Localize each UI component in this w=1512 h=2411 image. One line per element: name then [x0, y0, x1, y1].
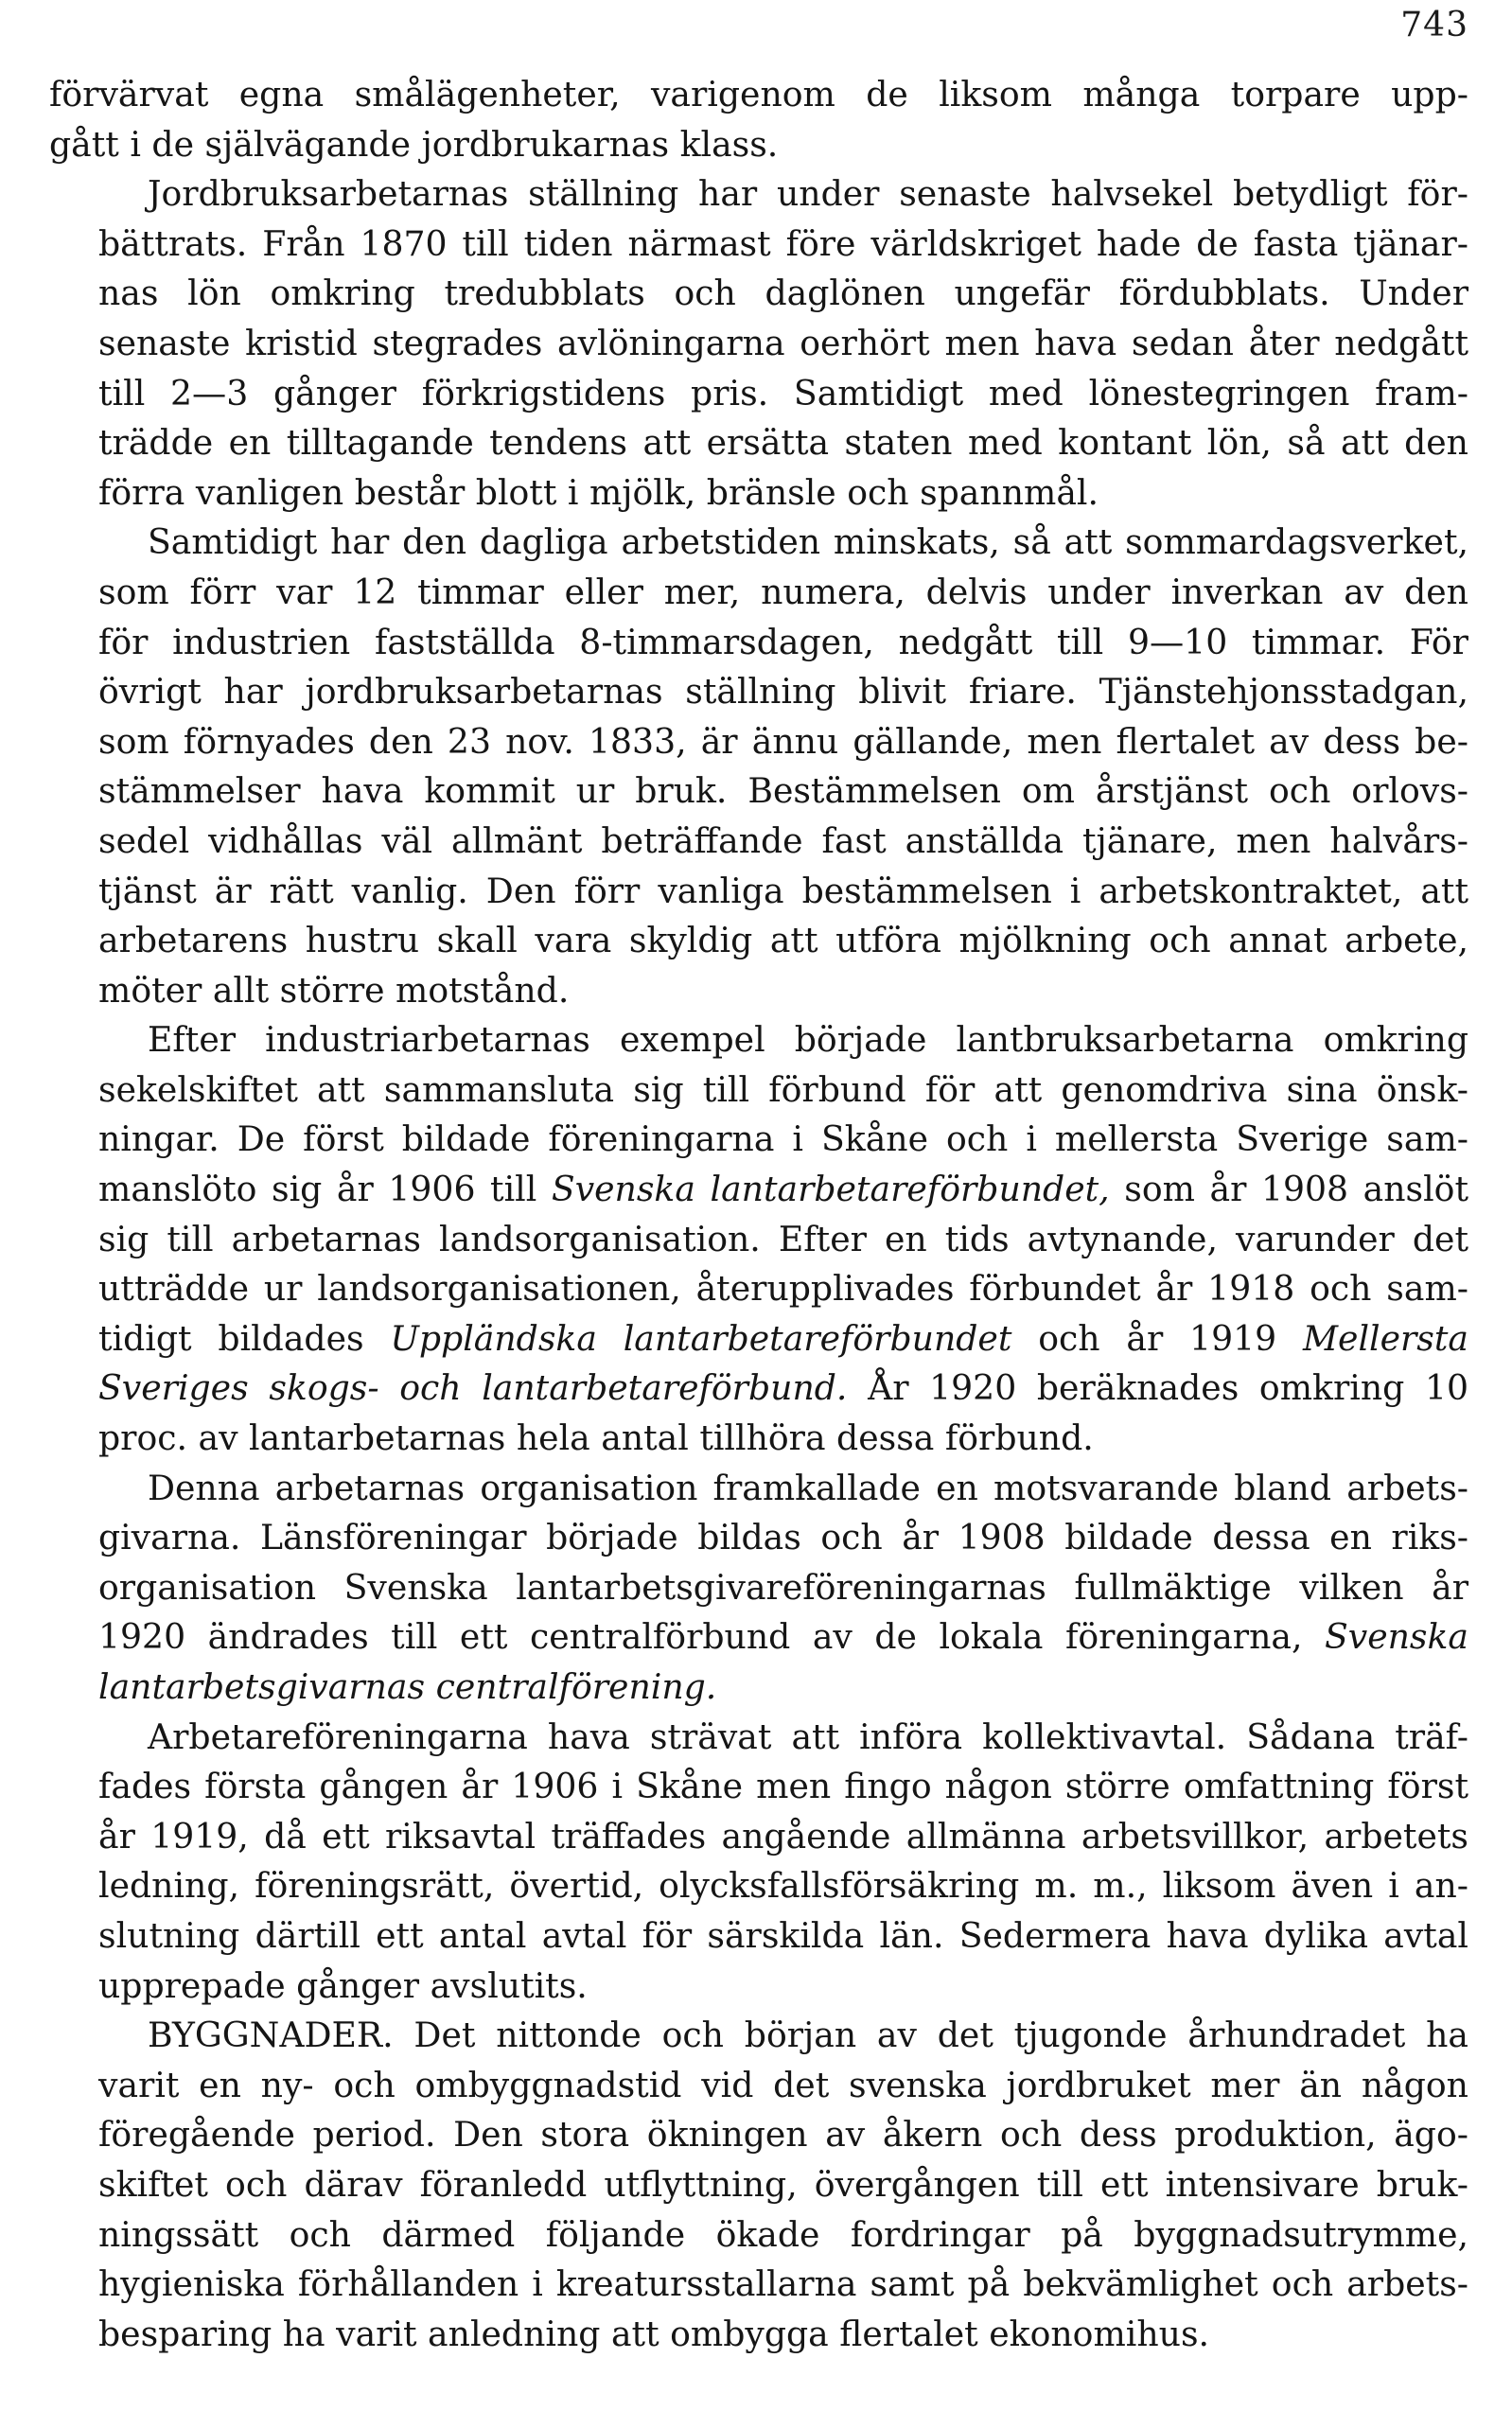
- text-line: som förnyades den 23 nov. 1833, är ännu gällande, men flertalet av dess be-: [98, 720, 1468, 762]
- text-line: Efter industriarbetarnas exempel började lantbruksarbetarna omkring: [148, 1019, 1468, 1061]
- paragraph: [49, 2011, 1468, 2359]
- paragraph: [49, 518, 1468, 1015]
- text-line: möter allt större motstånd.: [98, 969, 570, 1011]
- text-line: sekelskiftet att sammansluta sig till förbund för att genomdriva sina önsk-: [98, 1068, 1468, 1110]
- text-line: 1920 ändrades till ett centralförbund av de lokala föreningarna, Svenska: [98, 1616, 1468, 1658]
- text-line: nas lön omkring tredubblats och daglönen ungefär fördubblats. Under: [98, 273, 1468, 314]
- text-line: arbetarens hustru skall vara skyldig att utföra mjölkning och annat arbete,: [98, 920, 1468, 961]
- text-line: slutning därtill ett antal avtal för särskilda län. Sedermera hava dylika avtal: [98, 1914, 1468, 1956]
- paragraph: [49, 70, 1468, 169]
- text-line: tidigt bildades Uppländska lantarbetareförbundet och år 1919 Mellersta: [98, 1317, 1468, 1359]
- text-line: varit en ny- och ombyggnadstid vid det svenska jordbruket mer än någon: [98, 2064, 1468, 2105]
- text-line: år 1919, då ett riksavtal träffades angående allmänna arbetsvillkor, arbetets: [98, 1815, 1468, 1857]
- text-line: tjänst är rätt vanlig. Den förr vanliga bestämmelsen i arbetskontraktet, att: [98, 870, 1468, 911]
- text-line: proc. av lantarbetarnas hela antal tillhöra dessa förbund.: [98, 1417, 1094, 1459]
- text-line: givarna. Länsföreningar började bildas och år 1908 bildade dessa en riks-: [98, 1517, 1468, 1558]
- text-line: senaste kristid stegrades avlöningarna oerhört men hava sedan åter nedgått: [98, 322, 1468, 363]
- text-line: upprepade gånger avslutits.: [98, 1964, 588, 2006]
- text-line: trädde en tilltagande tendens att ersätta staten med kontant lön, så att den: [98, 422, 1468, 464]
- text-line: förra vanligen består blott i mjölk, bränsle och spannmål.: [98, 471, 1099, 513]
- text-line: sedel vidhållas väl allmänt beträffande fast anställda tjänare, men halvårs-: [98, 819, 1468, 861]
- text-line: Jordbruksarbetarnas ställning har under senaste halvsekel betydligt för-: [148, 173, 1468, 215]
- text-line: stämmelser hava kommit ur bruk. Bestämmelsen om årstjänst och orlovs-: [98, 770, 1468, 812]
- body-text: [49, 70, 1468, 2359]
- text-line: hygieniska förhållanden i kreatursstallarna samt på bekvämlighet och arbets-: [98, 2263, 1468, 2305]
- text-line: BYGGNADER. Det nittonde och början av det tjugonde århundradet ha: [148, 2015, 1468, 2056]
- paragraph: [49, 1464, 1468, 1713]
- text-line: utträdde ur landsorganisationen, återupplivades förbundet år 1918 och sam-: [98, 1268, 1468, 1310]
- text-line: föregående period. Den stora ökningen av åkern och dess produktion, ägo-: [98, 2114, 1468, 2156]
- text-line: Denna arbetarnas organisation framkallade en motsvarande bland arbets-: [148, 1467, 1468, 1508]
- text-line: övrigt har jordbruksarbetarnas ställning blivit friare. Tjänstehjonsstadgan,: [98, 671, 1468, 713]
- text-line: ledning, föreningsrätt, övertid, olycksfallsförsäkring m. m., liksom även i an-: [98, 1865, 1468, 1907]
- text-line: lantarbetsgivarnas centralförening.: [98, 1666, 717, 1707]
- text-line: skiftet och därav föranledd utflyttning, övergången till ett intensivare bruk-: [98, 2163, 1468, 2205]
- text-line: organisation Svenska lantarbetsgivareföreningarnas fullmäktige vilken år: [98, 1566, 1468, 1608]
- text-line: förvärvat egna smålägenheter, varigenom de liksom många torpare upp-: [49, 74, 1468, 114]
- text-line: gått i de självägande jordbrukarnas klass.: [49, 123, 779, 165]
- text-line: fades första gången år 1906 i Skåne men fingo någon större omfattning först: [98, 1766, 1468, 1807]
- text-line: för industrien fastställda 8-timmarsdagen, nedgått till 9—10 timmar. För: [98, 621, 1468, 662]
- text-line: till 2—3 gånger förkrigstidens pris. Samtidigt med lönestegringen fram-: [98, 372, 1468, 414]
- paragraph: [49, 1713, 1468, 2012]
- text-line: Samtidigt har den dagliga arbetstiden minskats, så att sommardagsverket,: [148, 521, 1468, 563]
- text-line: Sveriges skogs- och lantarbetareförbund. År 1920 beräknades omkring 10: [98, 1367, 1468, 1409]
- text-line: bättrats. Från 1870 till tiden närmast före världskriget hade de fasta tjänar-: [98, 222, 1468, 264]
- text-line: ningssätt och därmed följande ökade fordringar på byggnadsutrymme,: [98, 2213, 1468, 2255]
- paragraph: [49, 1015, 1468, 1463]
- text-line: manslöto sig år 1906 till Svenska lantarbetareförbundet, som år 1908 anslöt: [98, 1169, 1468, 1210]
- text-line: sig till arbetarnas landsorganisation. Efter en tids avtynande, varunder det: [98, 1218, 1468, 1259]
- text-line: ningar. De först bildade föreningarna i Skåne och i mellersta Sverige sam-: [98, 1118, 1468, 1160]
- paragraph: [49, 169, 1468, 518]
- text-line: besparing ha varit anledning att ombygga flertalet ekonomihus.: [98, 2313, 1210, 2354]
- text-line: Arbetareföreningarna hava strävat att införa kollektivavtal. Sådana träf-: [148, 1716, 1468, 1757]
- text-line: som förr var 12 timmar eller mer, numera, delvis under inverkan av den: [98, 571, 1468, 612]
- page-number: 743: [1400, 6, 1468, 44]
